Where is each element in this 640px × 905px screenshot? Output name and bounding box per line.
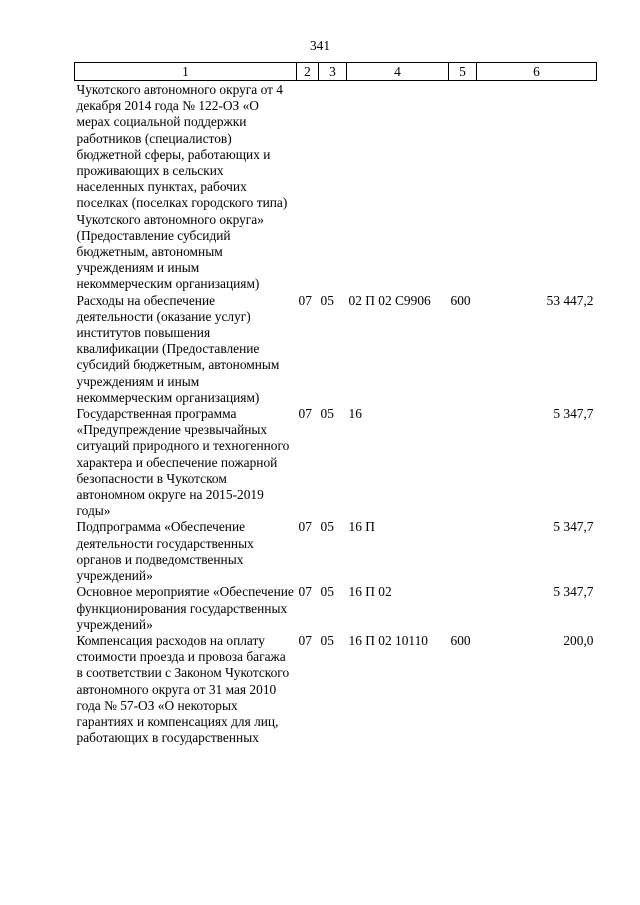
header-col-2: 2 bbox=[297, 63, 319, 81]
header-col-6: 6 bbox=[477, 63, 597, 81]
row-subsection: 05 bbox=[320, 584, 334, 600]
row-amount bbox=[477, 81, 597, 293]
row-amount: 200,0 bbox=[563, 632, 594, 648]
header-col-1: 1 bbox=[75, 63, 297, 81]
row-expense-type bbox=[449, 81, 477, 293]
row-amount: 5 347,7 bbox=[553, 406, 594, 422]
header-row bbox=[75, 63, 597, 81]
row-expense-type bbox=[449, 406, 477, 519]
table-body bbox=[75, 81, 597, 747]
row-expense-type bbox=[449, 584, 477, 633]
row-subsection bbox=[319, 81, 347, 293]
row-description: Расходы на обеспечение деятельности (оказание услуг) институтов повышения квалификации (Предоставление субсидий бюджетным, автономным учреждениям и иным некоммерческим организациям) bbox=[76, 292, 280, 405]
page-number: 341 bbox=[309, 38, 331, 53]
row-description: Государственная программа «Предупреждение чрезвычайных ситуаций природного и техногенного характера и обеспечение пожарной безопасности в Чукотском автономном округе на 2015-2019 годы» bbox=[76, 406, 290, 519]
row-amount: 5 347,7 bbox=[553, 519, 594, 535]
budget-table bbox=[74, 62, 597, 746]
table-header bbox=[75, 63, 597, 81]
table-row bbox=[75, 584, 597, 633]
table-row bbox=[75, 293, 597, 406]
row-amount: 5 347,7 bbox=[553, 584, 594, 600]
row-subsection: 05 bbox=[320, 519, 334, 535]
row-section: 07 bbox=[298, 292, 312, 308]
row-amount: 53 447,2 bbox=[546, 292, 594, 308]
table-row bbox=[75, 633, 597, 746]
row-subsection: 05 bbox=[320, 292, 334, 308]
row-subsection: 05 bbox=[320, 406, 334, 422]
row-target-article: 16 П 02 bbox=[348, 584, 392, 600]
row-description: Основное мероприятие «Обеспечение функционирования государственных учреждений» bbox=[76, 584, 294, 632]
table-row bbox=[75, 81, 597, 293]
row-section: 07 bbox=[298, 632, 312, 648]
row-description: Чукотского автономного округа от 4 декабря 2014 года № 122-ОЗ «О мерах социальной поддержки работников (специалистов) бюджетной сферы, работающих и проживающих в сельских населенных пунктах, рабочих поселках (поселках городского типа) Чукотского автономного округа» (Предоставление субсидий бюджетным, автономным учреждениям и иным некоммерческим организациям) bbox=[76, 82, 288, 292]
row-target-article: 16 bbox=[348, 406, 362, 422]
row-target-article: 02 П 02 С9906 bbox=[348, 292, 431, 308]
row-expense-type: 600 bbox=[450, 632, 471, 648]
table-row bbox=[75, 406, 597, 519]
header-col-4: 4 bbox=[347, 63, 449, 81]
header-col-3: 3 bbox=[319, 63, 347, 81]
row-expense-type: 600 bbox=[450, 292, 471, 308]
row-subsection: 05 bbox=[320, 632, 334, 648]
row-description: Подпрограмма «Обеспечение деятельности государственных органов и подведомственных учреждений» bbox=[76, 519, 254, 584]
row-section: 07 bbox=[298, 519, 312, 535]
row-target-article: 16 П bbox=[348, 519, 375, 535]
row-target-article bbox=[347, 81, 449, 293]
row-section: 07 bbox=[298, 406, 312, 422]
row-expense-type bbox=[449, 519, 477, 584]
row-description: Компенсация расходов на оплату стоимости проезда и провоза багажа в соответствии с Законом Чукотского автономного округа от 31 мая 2010 года № 57-ОЗ «О некоторых гарантиях и компенсациях для лиц, работающих в государственных bbox=[76, 632, 290, 746]
table-row bbox=[75, 519, 597, 584]
row-target-article: 16 П 02 10110 bbox=[348, 632, 428, 648]
row-section: 07 bbox=[298, 584, 312, 600]
header-col-5: 5 bbox=[449, 63, 477, 81]
row-section bbox=[297, 81, 319, 293]
